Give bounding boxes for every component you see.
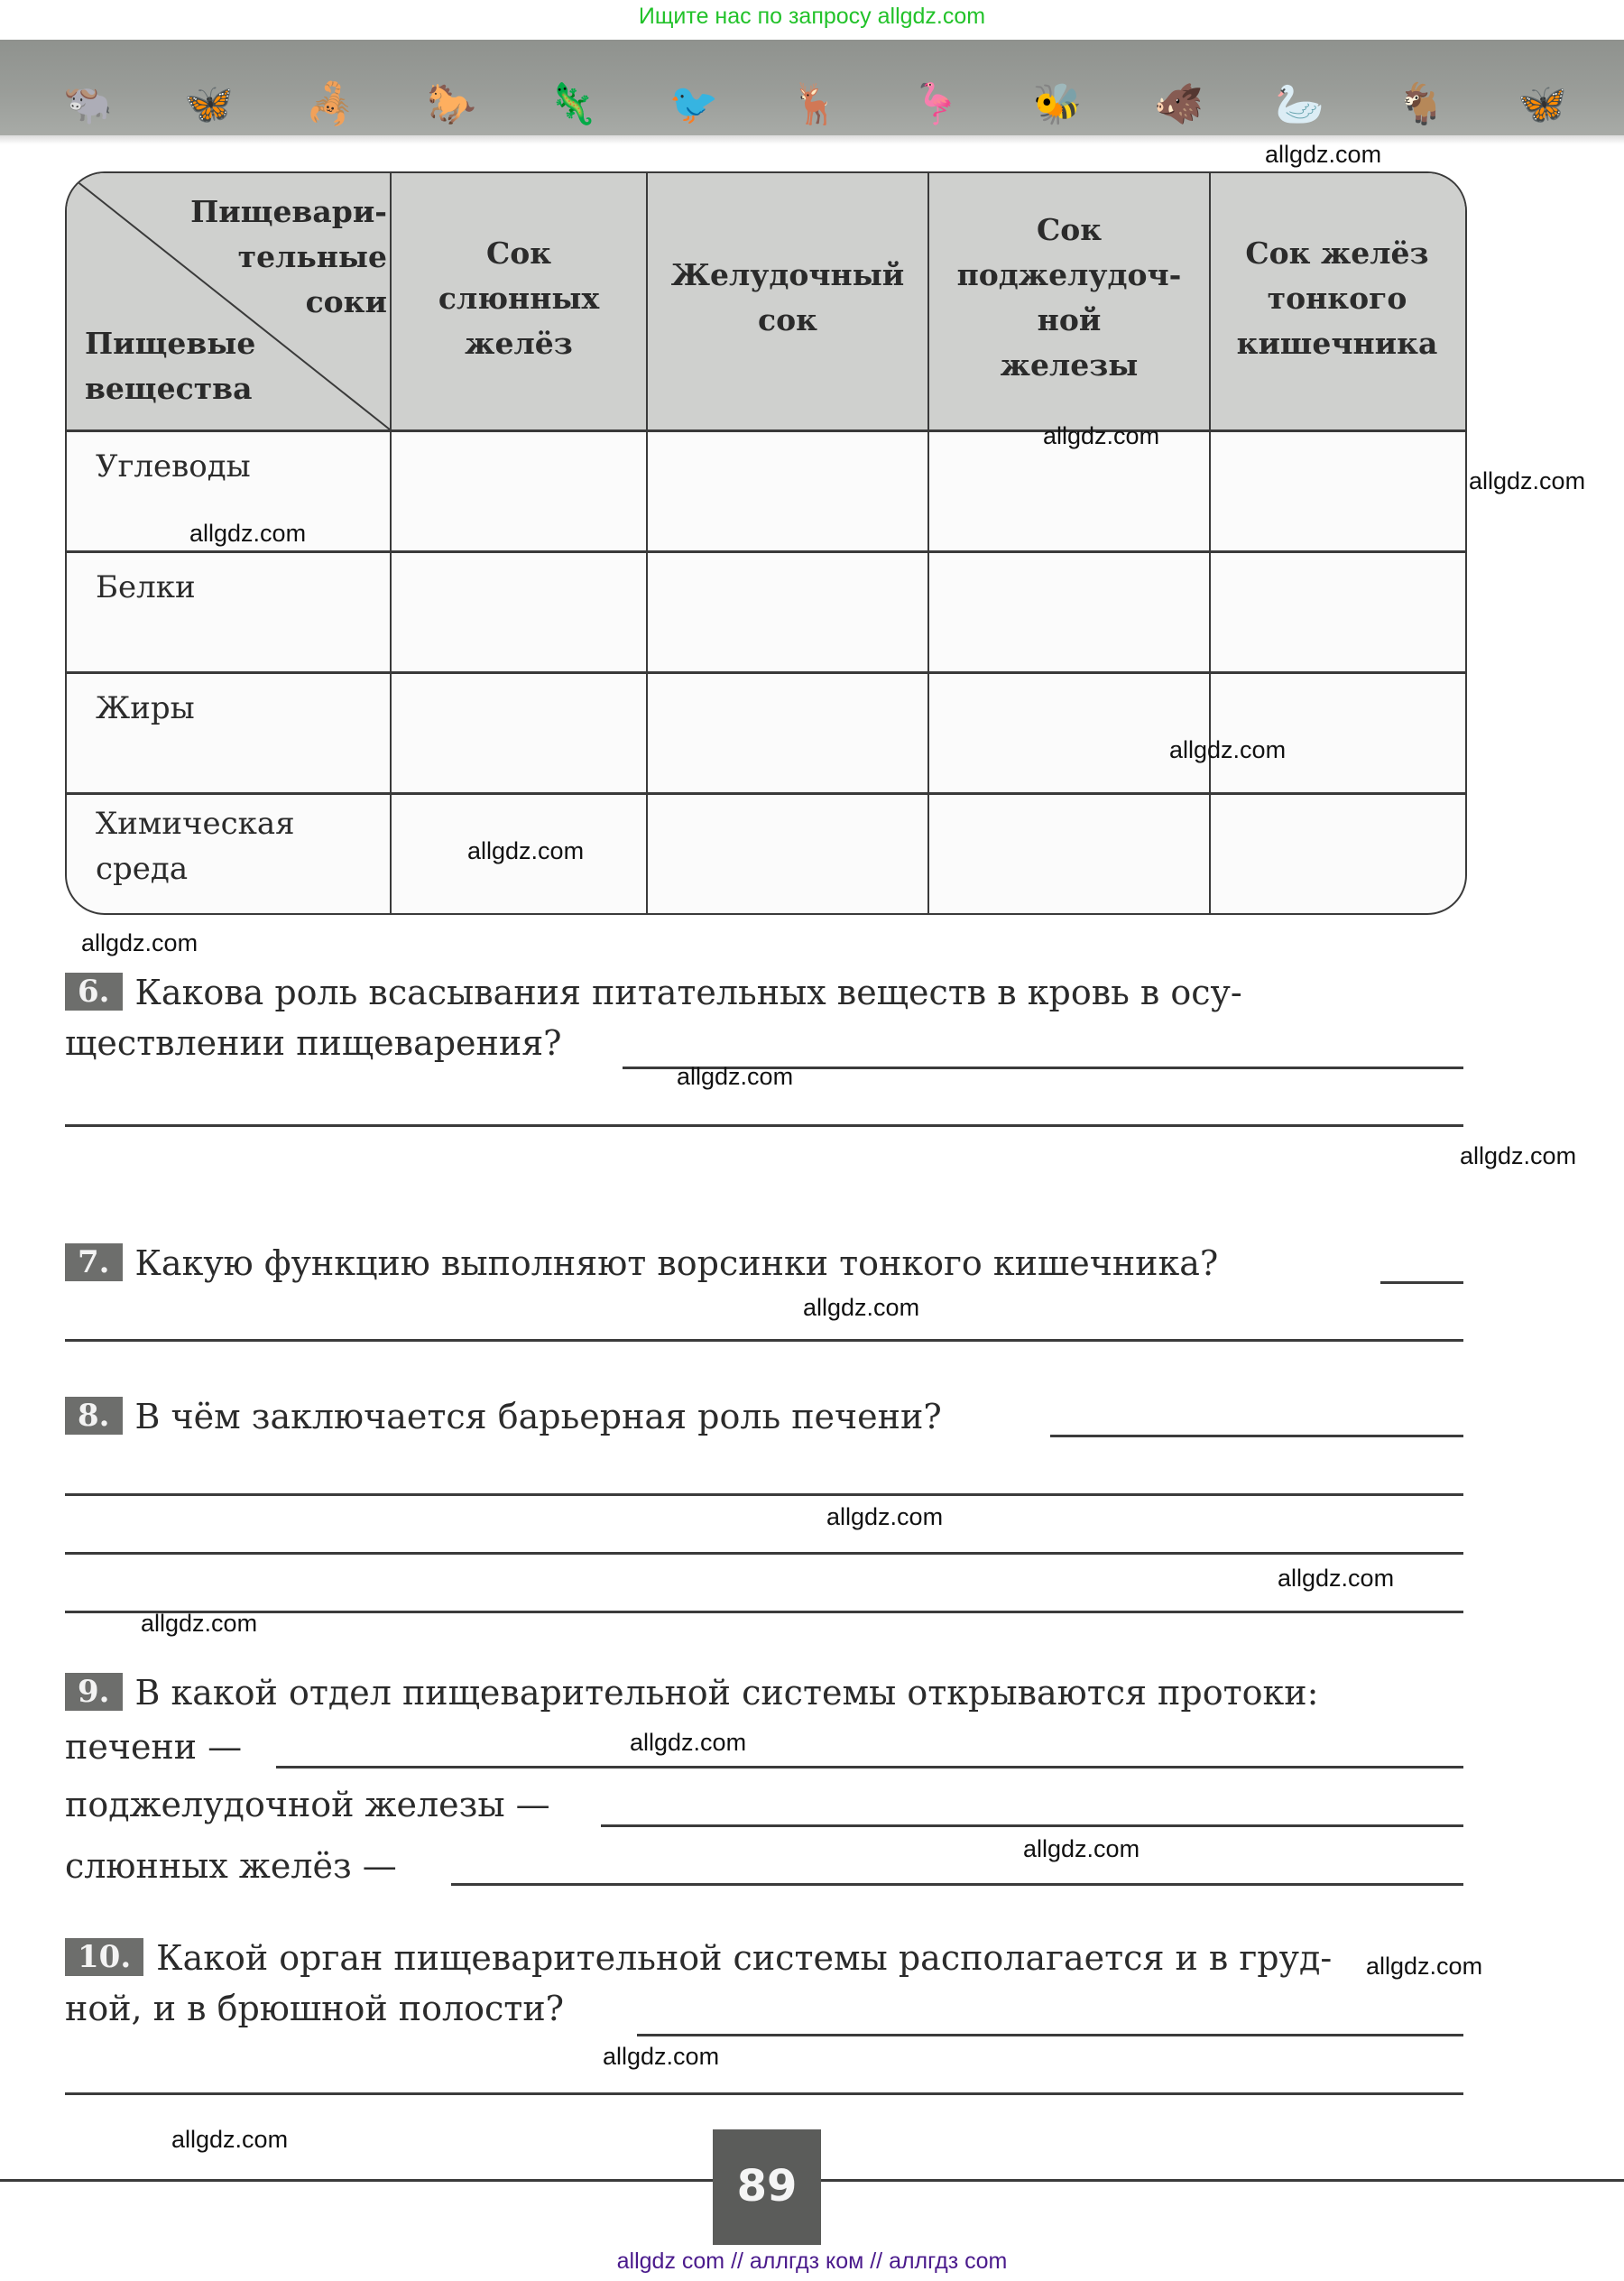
question-number: 7. xyxy=(65,1243,123,1281)
scorpion-icon: 🦂 xyxy=(305,81,355,127)
watermark: allgdz.com xyxy=(81,929,198,956)
watermark: allgdz.com xyxy=(1265,141,1382,168)
watermark: allgdz.com xyxy=(1169,736,1287,763)
answer-line[interactable] xyxy=(637,2034,1463,2036)
deer-icon: 🦌 xyxy=(789,81,840,127)
bee-icon: 🐝 xyxy=(1032,81,1083,127)
answer-line[interactable] xyxy=(65,1124,1463,1127)
watermark: allgdz.com xyxy=(467,837,585,864)
watermark: allgdz.com xyxy=(1278,1565,1395,1592)
butterfly-icon: 🦋 xyxy=(1517,81,1567,127)
row-label-chemical-env: Химическая среда xyxy=(96,806,295,887)
answer-line[interactable] xyxy=(1380,1281,1463,1284)
duct-salivary-label: слюнных желёз — xyxy=(65,1846,397,1886)
watermark: allgdz.com xyxy=(826,1503,944,1530)
answer-line[interactable] xyxy=(65,1552,1463,1555)
row-divider xyxy=(67,792,1465,795)
watermark: allgdz.com xyxy=(1023,1835,1140,1862)
row-label-proteins: Белки xyxy=(96,569,196,605)
corner-header-juices: Пищевари- тельные соки xyxy=(190,194,387,319)
boar-icon: 🐗 xyxy=(1153,81,1204,127)
answer-line-pancreas[interactable] xyxy=(601,1824,1463,1827)
question-7 xyxy=(65,1238,1463,1288)
question-10 xyxy=(65,1933,1463,2034)
crane-icon: 🦢 xyxy=(1275,81,1325,127)
watermark: allgdz.com xyxy=(803,1294,920,1321)
bird-icon: 🐦 xyxy=(669,81,719,127)
watermark: allgdz.com xyxy=(171,2126,289,2153)
watermark: allgdz.com xyxy=(603,2043,720,2070)
horse-icon: 🐎 xyxy=(426,81,476,127)
question-text: Какой орган пищеварительной системы располагается и в груд- xyxy=(156,1938,1333,1978)
bison-icon: 🐃 xyxy=(63,81,113,127)
header-banner xyxy=(0,40,1624,135)
col-header-gastric: Желудочный сок xyxy=(670,257,905,337)
row-divider xyxy=(67,671,1465,674)
row-divider xyxy=(67,550,1465,553)
lizard-icon: 🦎 xyxy=(548,81,598,127)
col-header-pancreatic: Сок поджелудоч- ной железы xyxy=(956,212,1182,383)
animal-silhouettes xyxy=(63,72,1567,127)
row-label-fats: Жиры xyxy=(96,690,195,726)
promo-link[interactable]: Ищите нас по запросу allgdz.com xyxy=(638,4,986,29)
heron-icon: 🦩 xyxy=(911,81,962,127)
footer-links[interactable]: allgdz com // аллгдз ком // аллгдз com xyxy=(616,2249,1008,2274)
watermark: allgdz.com xyxy=(677,1063,794,1090)
watermark: allgdz.com xyxy=(141,1610,258,1637)
question-text-cont: ной, и в брюшной полости? xyxy=(65,1989,565,2028)
question-9 xyxy=(65,1667,1463,1718)
answer-line-liver[interactable] xyxy=(276,1766,1463,1768)
duct-pancreas-label: поджелудочной железы — xyxy=(65,1785,550,1824)
goat-icon: 🐐 xyxy=(1396,81,1446,127)
butterfly-icon: 🦋 xyxy=(184,81,235,127)
watermark: allgdz.com xyxy=(1469,467,1586,494)
question-text: Какова роль всасывания питательных веществ в кровь в осу- xyxy=(134,973,1242,1012)
answer-line[interactable] xyxy=(65,1611,1463,1613)
duct-liver-label: печени — xyxy=(65,1727,243,1767)
answer-line[interactable] xyxy=(1050,1435,1463,1437)
watermark: allgdz.com xyxy=(630,1729,747,1756)
question-number: 8. xyxy=(65,1397,123,1435)
watermark: allgdz.com xyxy=(1366,1953,1483,1980)
answer-line[interactable] xyxy=(65,2092,1463,2095)
row-label-carbohydrates: Углеводы xyxy=(96,448,251,485)
col-header-saliva: Сок слюнных желёз xyxy=(438,235,600,361)
watermark: allgdz.com xyxy=(1460,1142,1577,1169)
col-header-intestinal: Сок желёз тонкого кишечника xyxy=(1236,235,1438,361)
answer-line[interactable] xyxy=(65,1339,1463,1342)
question-text: Какую функцию выполняют ворсинки тонкого кишечника? xyxy=(134,1243,1219,1283)
question-text: В чём заключается барьерная роль печени? xyxy=(134,1397,942,1436)
question-number: 6. xyxy=(65,973,123,1011)
watermark: allgdz.com xyxy=(189,520,307,547)
answer-line[interactable] xyxy=(65,1493,1463,1496)
question-text-cont: ществлении пищеварения? xyxy=(65,1023,562,1063)
question-number: 10. xyxy=(65,1938,143,1976)
watermark: allgdz.com xyxy=(1043,422,1160,449)
question-6 xyxy=(65,967,1463,1068)
question-text: В какой отдел пищеварительной системы открываются протоки: xyxy=(134,1673,1319,1713)
corner-header-nutrients: Пищевые вещества xyxy=(85,326,256,406)
row-divider xyxy=(67,429,1465,432)
question-number: 9. xyxy=(65,1673,123,1711)
page-number: 89 xyxy=(736,2161,798,2212)
answer-line-salivary[interactable] xyxy=(451,1883,1463,1886)
